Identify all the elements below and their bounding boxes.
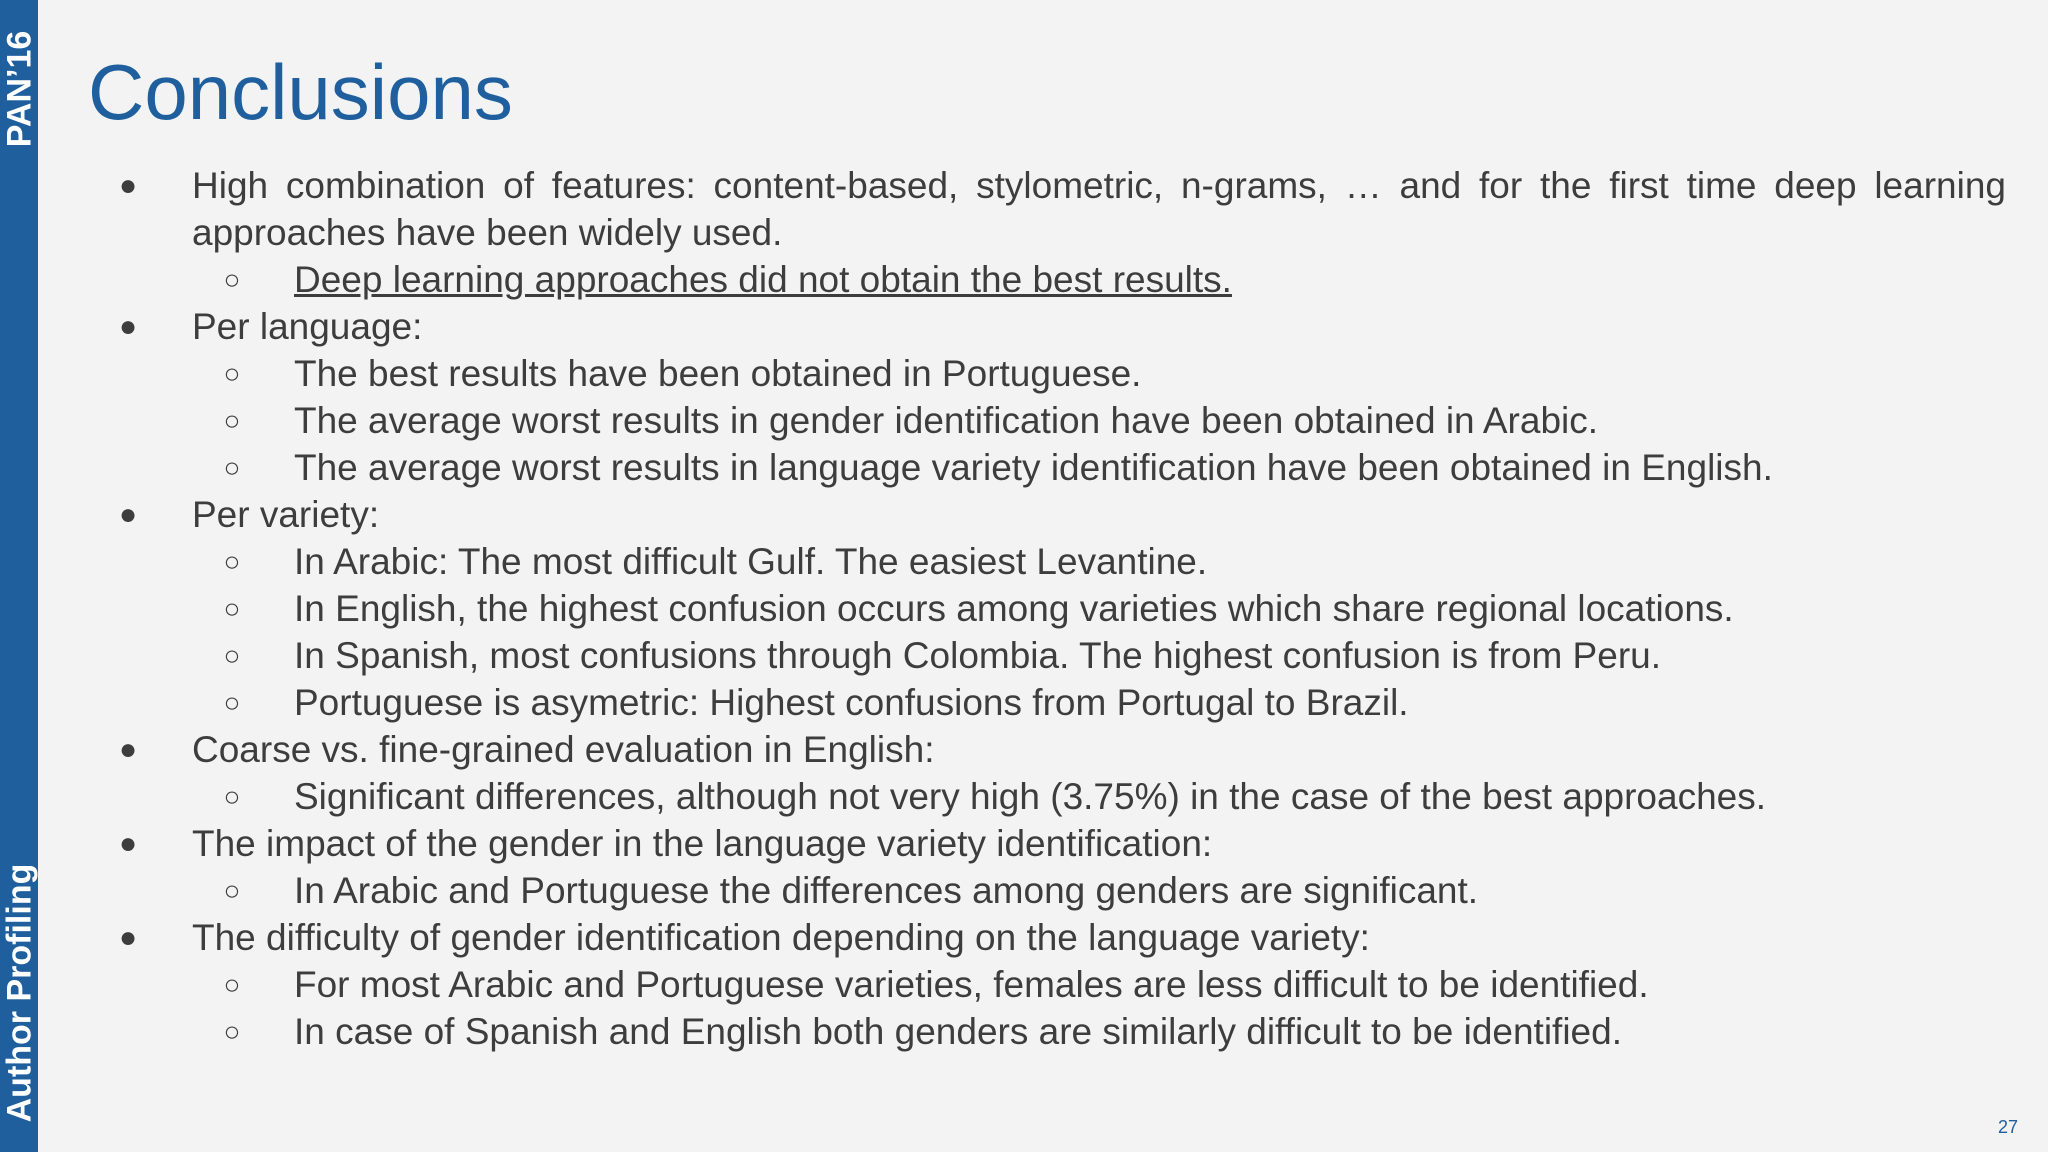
sub-bullet-circle: ○ — [223, 781, 241, 812]
sub-bullet-circle: ○ — [223, 546, 241, 577]
sub-bullet-circle: ○ — [223, 405, 241, 436]
bullet-dot: ● — [118, 921, 138, 954]
bullet-text: The difficulty of gender identification depending on the language variety: — [192, 917, 1370, 958]
sub-item — [108, 256, 2006, 303]
sub-bullet-circle: ○ — [223, 593, 241, 624]
sub-bullet-circle: ○ — [223, 875, 241, 906]
bullet-item-gender-impact — [108, 820, 2006, 867]
sub-item — [108, 632, 2006, 679]
sidebar-band — [0, 0, 38, 1152]
sub-text: In English, the highest confusion occurs among varieties which share regional locations. — [294, 588, 1734, 629]
sub-item — [108, 867, 2006, 914]
sub-item — [108, 679, 2006, 726]
sub-bullet-circle: ○ — [223, 358, 241, 389]
sub-text: In Arabic: The most difficult Gulf. The easiest Levantine. — [294, 541, 1208, 582]
sub-item — [108, 397, 2006, 444]
sub-bullet-circle: ○ — [223, 264, 241, 295]
sidebar-bottom-label: Author Profiling — [0, 863, 38, 1123]
sub-item — [108, 444, 2006, 491]
bullet-dot: ● — [118, 498, 138, 531]
sub-bullet-circle: ○ — [223, 452, 241, 483]
bullet-text: Per variety: — [192, 494, 380, 535]
sidebar-top-label: PAN’16 — [0, 30, 38, 148]
sub-item — [108, 350, 2006, 397]
sub-text: In Spanish, most confusions through Colombia. The highest confusion is from Peru. — [294, 635, 1661, 676]
sub-item — [108, 961, 2006, 1008]
sub-item — [108, 773, 2006, 820]
sub-text: For most Arabic and Portuguese varieties, females are less difficult to be identified. — [294, 964, 1649, 1005]
sub-bullet-circle: ○ — [223, 640, 241, 671]
sub-text: In Arabic and Portuguese the differences among genders are significant. — [294, 870, 1479, 911]
bullet-dot: ● — [118, 310, 138, 343]
sub-item — [108, 1008, 2006, 1055]
bullet-dot: ● — [118, 827, 138, 860]
bullet-item-features — [108, 162, 2006, 256]
sub-text: In case of Spanish and English both genders are similarly difficult to be identified. — [294, 1011, 1622, 1052]
bullet-item-per-language — [108, 303, 2006, 350]
bullet-text: Coarse vs. fine-grained evaluation in English: — [192, 729, 935, 770]
sidebar-bottom-label-wrap — [0, 842, 38, 1144]
sub-text: Portuguese is asymetric: Highest confusions from Portugal to Brazil. — [294, 682, 1409, 723]
sub-bullet-circle: ○ — [223, 1016, 241, 1047]
sub-item — [108, 538, 2006, 585]
sub-text: Significant differences, although not very high (3.75%) in the case of the best approaches. — [294, 776, 1767, 817]
sub-bullet-circle: ○ — [223, 687, 241, 718]
bullet-text: High combination of features: content-based, stylometric, n-grams, … and for the first time deep learning approaches have been widely used. — [192, 165, 2006, 253]
bullet-item-coarse-fine — [108, 726, 2006, 773]
sub-text: The best results have been obtained in Portuguese. — [294, 353, 1142, 394]
sidebar-top-label-wrap — [0, 16, 38, 162]
sub-item — [108, 585, 2006, 632]
bullet-dot: ● — [118, 169, 138, 202]
bullet-dot: ● — [118, 733, 138, 766]
bullet-text: The impact of the gender in the language variety identification: — [192, 823, 1213, 864]
bullet-item-per-variety — [108, 491, 2006, 538]
sub-text: The average worst results in language variety identification have been obtained in English. — [294, 447, 1773, 488]
sub-text: The average worst results in gender identification have been obtained in Arabic. — [294, 400, 1599, 441]
sub-bullet-circle: ○ — [223, 969, 241, 1000]
slide-title: Conclusions — [88, 48, 513, 136]
bullet-item-gender-difficulty — [108, 914, 2006, 961]
slide-content — [108, 162, 2006, 1055]
bullet-text: Per language: — [192, 306, 423, 347]
sub-text: Deep learning approaches did not obtain the best results. — [294, 259, 1232, 300]
page-number: 27 — [1997, 1117, 2018, 1137]
